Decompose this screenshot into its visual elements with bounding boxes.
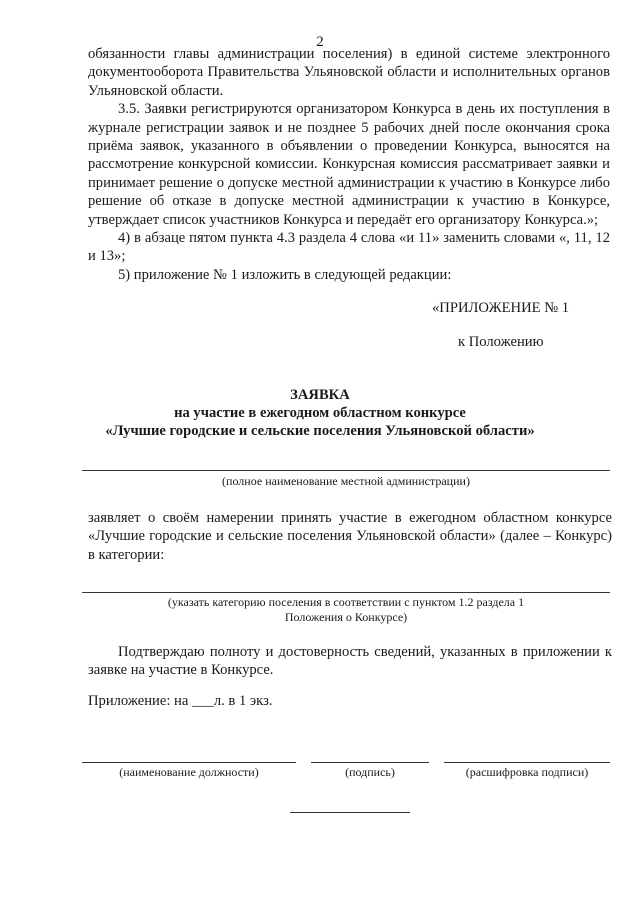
position-line	[82, 762, 296, 763]
page-number: 2	[316, 34, 324, 50]
position-caption: (наименование должности)	[119, 765, 259, 779]
paragraph-item-4: 4) в абзаце пятом пункта 4.3 раздела 4 слова «и 11» заменить словами «, 11, 12 и 13»;	[88, 230, 610, 265]
amendment-text	[88, 45, 610, 284]
form-subtitle-2: «Лучшие городские и сельские поселения Ульяновской области»	[105, 423, 535, 439]
category-line	[82, 592, 610, 593]
end-separator-line	[290, 812, 410, 813]
confirmation-text: Подтверждаю полноту и достоверность сведений, указанных в приложении к заявке на участие в Конкурсе.	[88, 644, 612, 679]
appendix-reference: к Положению	[458, 334, 544, 350]
paragraph-continuation: обязанности главы администрации поселения) в единой системе электронного документооборота Правительства Ульяновской области и исполнительных органов Ульяновской области.	[88, 46, 610, 99]
appendix-label: «ПРИЛОЖЕНИЕ № 1	[432, 300, 570, 316]
category-caption-2: Положения о Конкурсе)	[284, 610, 408, 624]
attachment-line: Приложение: на ___л. в 1 экз.	[88, 693, 273, 709]
signature-caption: (подпись)	[345, 765, 395, 779]
paragraph-3-5: 3.5. Заявки регистрируются организатором Конкурса в день их поступления в журнале регистрации заявок и не позднее 5 рабочих дней после окончания срока приёма заявок, указанного в объявлении о проведении Конкурса, выносятся на рассмотрение конкурсной комиссии. Конкурсная комиссия рассматривает заявки и принимает решение о допуске местной администрации к участию в Конкурсе либо решение об отказе в допуске местной администрации к участию в Конкурсе, утверждает список участников Конкурса и передаёт его организатору Конкурса.»;	[88, 101, 610, 228]
decoding-line	[444, 762, 610, 763]
signature-line	[311, 762, 429, 763]
decoding-caption: (расшифровка подписи)	[465, 765, 589, 779]
form-title: ЗАЯВКА	[290, 387, 350, 403]
admin-name-caption: (полное наименование местной администрации)	[222, 474, 470, 488]
paragraph-item-5: 5) приложение № 1 изложить в следующей редакции:	[118, 266, 452, 283]
declaration-text: заявляет о своём намерении принять участие в ежегодном областном конкурсе «Лучшие городские и сельские поселения Ульяновской области» (далее – Конкурс) в категории:	[88, 510, 612, 563]
category-caption-1: (указать категорию поселения в соответствии с пунктом 1.2 раздела 1	[167, 595, 525, 609]
form-subtitle-1: на участие в ежегодном областном конкурсе	[174, 405, 466, 421]
admin-name-line	[82, 470, 610, 471]
